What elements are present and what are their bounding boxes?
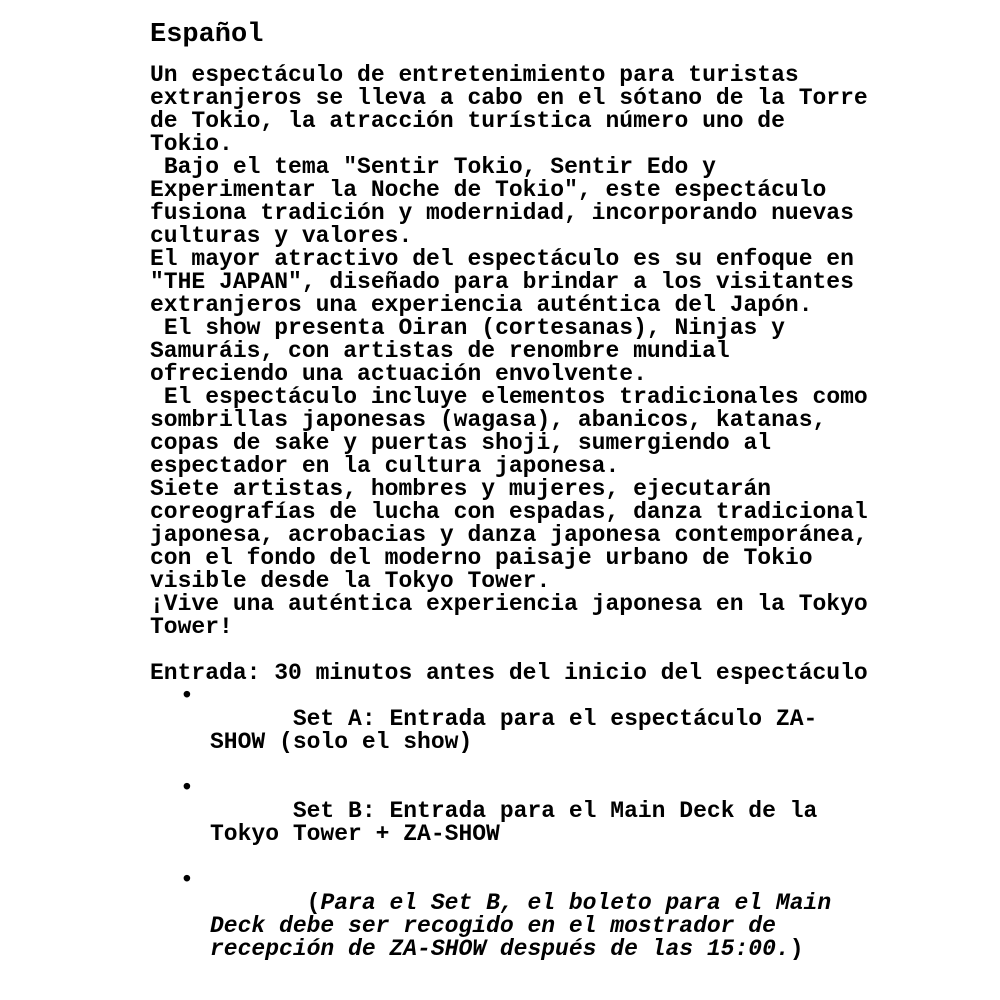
note-text: Para el Set B, el boleto para el Main Deck debe ser recogido en el mostrador de recepción de ZA-SHOW después de las 15:00.	[210, 890, 845, 962]
bullet-icon: •	[180, 683, 194, 709]
paragraph-theme: Bajo el tema "Sentir Tokio, Sentir Edo y Experimentar la Noche de Tokio", este espectáculo fusiona tradición y modernidad, incorporando nuevas culturas y valores.	[150, 154, 868, 249]
ticket-set-list	[150, 685, 870, 984]
paragraph-intro: Un espectáculo de entretenimiento para turistas extranjeros se lleva a cabo en el sótano de la Torre de Tokio, la atracción turística número uno de Tokio.	[150, 62, 882, 157]
note-open: (	[292, 890, 321, 916]
set-a-text: Set A: Entrada para el espectáculo ZA-SHOW (solo el show)	[210, 706, 818, 755]
list-item-note	[180, 867, 870, 984]
paragraph-elements: El espectáculo incluye elementos tradicionales como sombrillas japonesas (wagasa), abanicos, katanas, copas de sake y puertas shoji, sumergiendo al espectador en la cultura japonesa.	[150, 384, 882, 479]
list-item-set-a	[180, 683, 870, 777]
list-item-set-b	[180, 775, 870, 869]
language-heading: Español	[150, 20, 264, 50]
set-b-text: Set B: Entrada para el Main Deck de la Tokyo Tower + ZA-SHOW	[210, 798, 832, 847]
paragraph-performers: Siete artistas, hombres y mujeres, ejecutarán coreografías de lucha con espadas, danza tradicional japonesa, acrobacias y danza japonesa contemporánea, con el fondo del moderno paisaje urbano de Tokio visible desde la Tokyo Tower.	[150, 476, 882, 594]
paragraph-closing: ¡Vive una auténtica experiencia japonesa en la Tokyo Tower!	[150, 591, 882, 640]
paragraph-attraction: El mayor atractivo del espectáculo es su enfoque en "THE JAPAN", diseñado para brindar a los visitantes extranjeros una experiencia auténtica del Japón.	[150, 246, 868, 318]
bullet-icon: •	[180, 867, 194, 893]
entry-info: Entrada: 30 minutos antes del inicio del espectáculo	[150, 660, 868, 686]
document-page	[150, 18, 882, 984]
note-close: )	[789, 936, 804, 962]
bullet-icon: •	[180, 775, 194, 801]
paragraph-cast: El show presenta Oiran (cortesanas), Ninjas y Samuráis, con artistas de renombre mundial ofreciendo una actuación envolvente.	[150, 315, 799, 387]
blank-line	[150, 639, 870, 662]
